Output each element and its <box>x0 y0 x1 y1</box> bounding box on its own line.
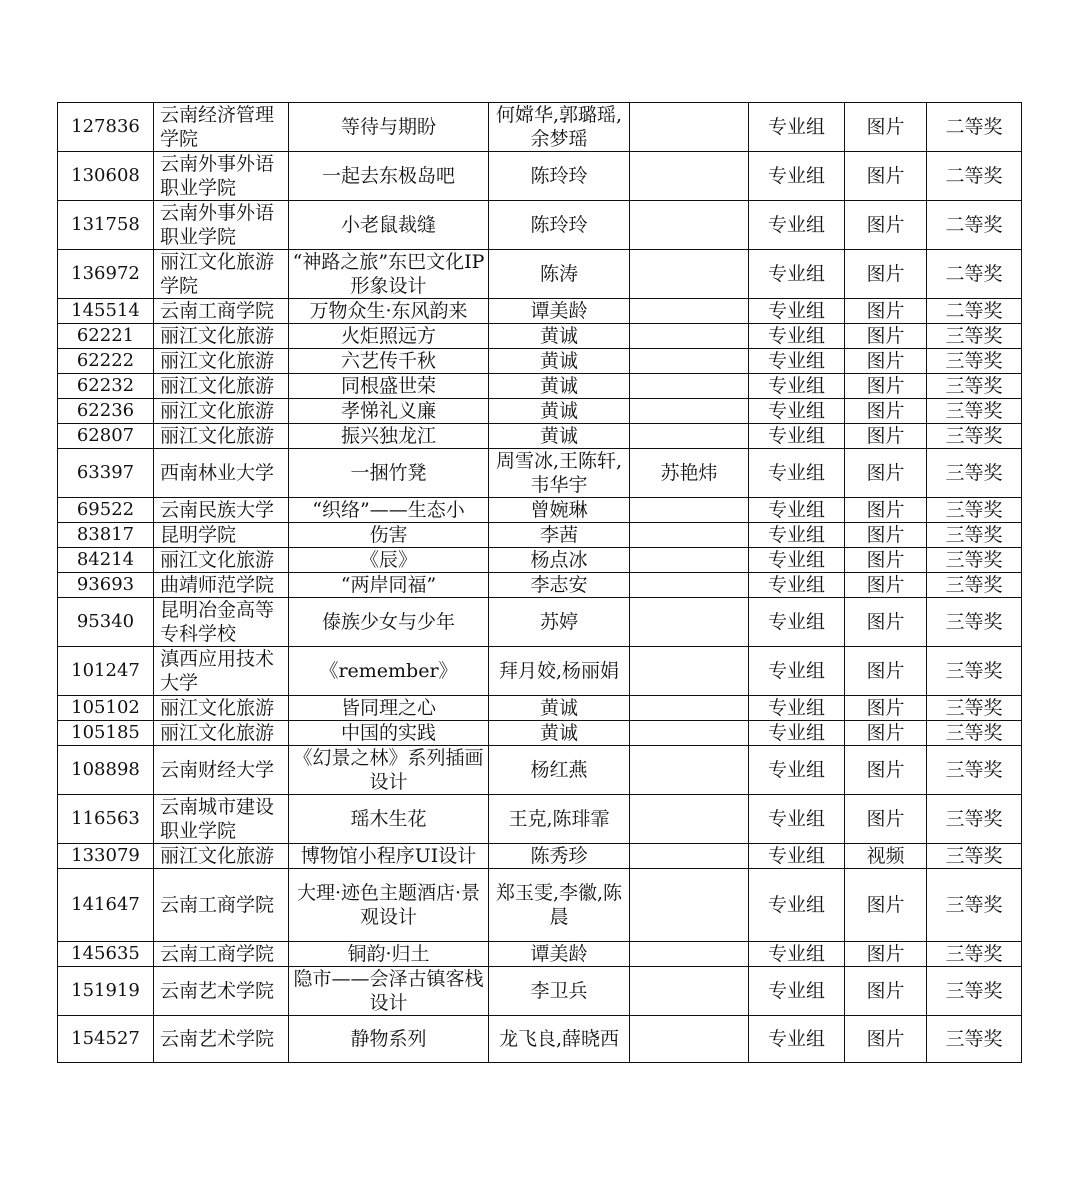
mentor-cell <box>630 647 749 696</box>
mentor-cell <box>630 201 749 250</box>
school-cell: 滇西应用技术大学 <box>154 647 289 696</box>
authors-cell: 黄诚 <box>489 721 630 746</box>
table-row <box>58 967 1022 1016</box>
group-cell: 专业组 <box>749 349 845 374</box>
entry-id-cell: 63397 <box>58 449 154 498</box>
media-type-cell: 图片 <box>845 696 927 721</box>
mentor-cell <box>630 103 749 152</box>
authors-cell: 杨红燕 <box>489 746 630 795</box>
authors-cell: 黄诚 <box>489 696 630 721</box>
work-title-cell: 万物众生·东风韵来 <box>289 299 489 324</box>
award-cell: 二等奖 <box>927 152 1022 201</box>
award-cell: 二等奖 <box>927 299 1022 324</box>
work-title-cell: 静物系列 <box>289 1016 489 1063</box>
award-cell: 三等奖 <box>927 573 1022 598</box>
media-type-cell: 图片 <box>845 498 927 523</box>
school-cell: 丽江文化旅游 <box>154 374 289 399</box>
award-cell: 三等奖 <box>927 795 1022 844</box>
authors-cell: 周雪冰,王陈轩,韦华宇 <box>489 449 630 498</box>
entry-id-cell: 93693 <box>58 573 154 598</box>
work-title-cell: 一起去东极岛吧 <box>289 152 489 201</box>
work-title-cell: 振兴独龙江 <box>289 424 489 449</box>
media-type-cell: 图片 <box>845 523 927 548</box>
mentor-cell <box>630 573 749 598</box>
group-cell: 专业组 <box>749 967 845 1016</box>
school-cell: 丽江文化旅游 <box>154 399 289 424</box>
award-cell: 三等奖 <box>927 548 1022 573</box>
entry-id-cell: 116563 <box>58 795 154 844</box>
work-title-cell: 同根盛世荣 <box>289 374 489 399</box>
mentor-cell <box>630 746 749 795</box>
entry-id-cell: 62807 <box>58 424 154 449</box>
mentor-cell <box>630 424 749 449</box>
media-type-cell: 视频 <box>845 844 927 869</box>
school-cell: 丽江文化旅游 <box>154 349 289 374</box>
group-cell: 专业组 <box>749 721 845 746</box>
entry-id-cell: 127836 <box>58 103 154 152</box>
mentor-cell <box>630 498 749 523</box>
work-title-cell: 瑶木生花 <box>289 795 489 844</box>
group-cell: 专业组 <box>749 795 845 844</box>
authors-cell: 郑玉雯,李徽,陈晨 <box>489 869 630 942</box>
table-row <box>58 1016 1022 1063</box>
media-type-cell: 图片 <box>845 250 927 299</box>
entry-id-cell: 105185 <box>58 721 154 746</box>
table-row <box>58 869 1022 942</box>
mentor-cell <box>630 548 749 573</box>
work-title-cell: 中国的实践 <box>289 721 489 746</box>
entry-id-cell: 62236 <box>58 399 154 424</box>
mentor-cell <box>630 299 749 324</box>
work-title-cell: 伤害 <box>289 523 489 548</box>
entry-id-cell: 101247 <box>58 647 154 696</box>
table-row <box>58 844 1022 869</box>
school-cell: 云南工商学院 <box>154 869 289 942</box>
group-cell: 专业组 <box>749 1016 845 1063</box>
table-row <box>58 201 1022 250</box>
entry-id-cell: 62221 <box>58 324 154 349</box>
table-row <box>58 324 1022 349</box>
work-title-cell: 铜韵·归土 <box>289 942 489 967</box>
entry-id-cell: 130608 <box>58 152 154 201</box>
mentor-cell <box>630 795 749 844</box>
award-cell: 三等奖 <box>927 869 1022 942</box>
table-row <box>58 103 1022 152</box>
media-type-cell: 图片 <box>845 598 927 647</box>
media-type-cell: 图片 <box>845 399 927 424</box>
authors-cell: 苏婷 <box>489 598 630 647</box>
entry-id-cell: 62222 <box>58 349 154 374</box>
media-type-cell: 图片 <box>845 548 927 573</box>
award-cell: 三等奖 <box>927 498 1022 523</box>
media-type-cell: 图片 <box>845 869 927 942</box>
entry-id-cell: 136972 <box>58 250 154 299</box>
group-cell: 专业组 <box>749 250 845 299</box>
authors-cell: 谭美龄 <box>489 942 630 967</box>
work-title-cell: “神路之旅”东巴文化IP形象设计 <box>289 250 489 299</box>
school-cell: 云南民族大学 <box>154 498 289 523</box>
mentor-cell <box>630 324 749 349</box>
media-type-cell: 图片 <box>845 103 927 152</box>
table-row <box>58 250 1022 299</box>
mentor-cell <box>630 967 749 1016</box>
authors-cell: 拜月姣,杨丽娟 <box>489 647 630 696</box>
table-row <box>58 696 1022 721</box>
mentor-cell <box>630 844 749 869</box>
table-row <box>58 523 1022 548</box>
table-body <box>58 103 1022 1063</box>
entry-id-cell: 84214 <box>58 548 154 573</box>
group-cell: 专业组 <box>749 201 845 250</box>
entry-id-cell: 131758 <box>58 201 154 250</box>
authors-cell: 何嫦华,郭璐瑶,余梦瑶 <box>489 103 630 152</box>
table-row <box>58 399 1022 424</box>
group-cell: 专业组 <box>749 449 845 498</box>
group-cell: 专业组 <box>749 844 845 869</box>
authors-cell: 曾婉琳 <box>489 498 630 523</box>
mentor-cell <box>630 869 749 942</box>
authors-cell: 黄诚 <box>489 374 630 399</box>
table-row <box>58 942 1022 967</box>
award-cell: 三等奖 <box>927 696 1022 721</box>
school-cell: 丽江文化旅游 <box>154 424 289 449</box>
group-cell: 专业组 <box>749 942 845 967</box>
award-cell: 三等奖 <box>927 942 1022 967</box>
authors-cell: 王克,陈琲霏 <box>489 795 630 844</box>
entry-id-cell: 145635 <box>58 942 154 967</box>
work-title-cell: 孝悌礼义廉 <box>289 399 489 424</box>
entry-id-cell: 105102 <box>58 696 154 721</box>
entry-id-cell: 151919 <box>58 967 154 1016</box>
mentor-cell <box>630 598 749 647</box>
award-cell: 二等奖 <box>927 103 1022 152</box>
table-row <box>58 721 1022 746</box>
table-row <box>58 424 1022 449</box>
table-row <box>58 795 1022 844</box>
work-title-cell: 《辰》 <box>289 548 489 573</box>
media-type-cell: 图片 <box>845 573 927 598</box>
group-cell: 专业组 <box>749 299 845 324</box>
work-title-cell: 小老鼠裁缝 <box>289 201 489 250</box>
award-cell: 三等奖 <box>927 523 1022 548</box>
table-row <box>58 299 1022 324</box>
table-row <box>58 449 1022 498</box>
work-title-cell: 隐市——会泽古镇客栈设计 <box>289 967 489 1016</box>
table-row <box>58 548 1022 573</box>
work-title-cell: 火炬照远方 <box>289 324 489 349</box>
entry-id-cell: 62232 <box>58 374 154 399</box>
school-cell: 丽江文化旅游 <box>154 324 289 349</box>
mentor-cell <box>630 399 749 424</box>
media-type-cell: 图片 <box>845 721 927 746</box>
work-title-cell: 大理·迹色主题酒店·景观设计 <box>289 869 489 942</box>
authors-cell: 龙飞良,薛晓西 <box>489 1016 630 1063</box>
work-title-cell: 博物馆小程序UI设计 <box>289 844 489 869</box>
group-cell: 专业组 <box>749 573 845 598</box>
school-cell: 云南工商学院 <box>154 942 289 967</box>
table-row <box>58 152 1022 201</box>
authors-cell: 黄诚 <box>489 324 630 349</box>
school-cell: 昆明冶金高等专科学校 <box>154 598 289 647</box>
entry-id-cell: 95340 <box>58 598 154 647</box>
authors-cell: 黄诚 <box>489 399 630 424</box>
award-cell: 三等奖 <box>927 424 1022 449</box>
group-cell: 专业组 <box>749 152 845 201</box>
award-cell: 三等奖 <box>927 721 1022 746</box>
media-type-cell: 图片 <box>845 647 927 696</box>
media-type-cell: 图片 <box>845 299 927 324</box>
award-cell: 二等奖 <box>927 250 1022 299</box>
work-title-cell: 《幻景之林》系列插画设计 <box>289 746 489 795</box>
award-cell: 三等奖 <box>927 449 1022 498</box>
media-type-cell: 图片 <box>845 201 927 250</box>
work-title-cell: “两岸同福” <box>289 573 489 598</box>
authors-cell: 李茜 <box>489 523 630 548</box>
school-cell: 云南外事外语职业学院 <box>154 201 289 250</box>
mentor-cell <box>630 152 749 201</box>
work-title-cell: 等待与期盼 <box>289 103 489 152</box>
authors-cell: 谭美龄 <box>489 299 630 324</box>
award-cell: 三等奖 <box>927 374 1022 399</box>
authors-cell: 李志安 <box>489 573 630 598</box>
entry-id-cell: 154527 <box>58 1016 154 1063</box>
media-type-cell: 图片 <box>845 152 927 201</box>
school-cell: 丽江文化旅游学院 <box>154 250 289 299</box>
school-cell: 云南经济管理学院 <box>154 103 289 152</box>
school-cell: 云南艺术学院 <box>154 1016 289 1063</box>
group-cell: 专业组 <box>749 746 845 795</box>
mentor-cell <box>630 942 749 967</box>
group-cell: 专业组 <box>749 424 845 449</box>
award-cell: 三等奖 <box>927 746 1022 795</box>
entry-id-cell: 69522 <box>58 498 154 523</box>
authors-cell: 陈玲玲 <box>489 152 630 201</box>
media-type-cell: 图片 <box>845 374 927 399</box>
award-cell: 三等奖 <box>927 967 1022 1016</box>
group-cell: 专业组 <box>749 647 845 696</box>
school-cell: 云南财经大学 <box>154 746 289 795</box>
media-type-cell: 图片 <box>845 1016 927 1063</box>
school-cell: 丽江文化旅游 <box>154 844 289 869</box>
school-cell: 丽江文化旅游 <box>154 721 289 746</box>
award-cell: 三等奖 <box>927 598 1022 647</box>
authors-cell: 陈涛 <box>489 250 630 299</box>
authors-cell: 杨点冰 <box>489 548 630 573</box>
group-cell: 专业组 <box>749 399 845 424</box>
work-title-cell: 傣族少女与少年 <box>289 598 489 647</box>
authors-cell: 李卫兵 <box>489 967 630 1016</box>
authors-cell: 陈秀珍 <box>489 844 630 869</box>
group-cell: 专业组 <box>749 598 845 647</box>
authors-cell: 黄诚 <box>489 349 630 374</box>
mentor-cell <box>630 721 749 746</box>
mentor-cell <box>630 250 749 299</box>
group-cell: 专业组 <box>749 324 845 349</box>
entry-id-cell: 141647 <box>58 869 154 942</box>
media-type-cell: 图片 <box>845 424 927 449</box>
group-cell: 专业组 <box>749 103 845 152</box>
award-table <box>57 102 1022 1063</box>
group-cell: 专业组 <box>749 498 845 523</box>
school-cell: 云南工商学院 <box>154 299 289 324</box>
table-row <box>58 647 1022 696</box>
school-cell: 丽江文化旅游 <box>154 548 289 573</box>
table-row <box>58 498 1022 523</box>
mentor-cell: 苏艳炜 <box>630 449 749 498</box>
group-cell: 专业组 <box>749 548 845 573</box>
mentor-cell <box>630 696 749 721</box>
school-cell: 曲靖师范学院 <box>154 573 289 598</box>
media-type-cell: 图片 <box>845 967 927 1016</box>
mentor-cell <box>630 523 749 548</box>
group-cell: 专业组 <box>749 374 845 399</box>
media-type-cell: 图片 <box>845 942 927 967</box>
media-type-cell: 图片 <box>845 449 927 498</box>
authors-cell: 黄诚 <box>489 424 630 449</box>
mentor-cell <box>630 349 749 374</box>
work-title-cell: 《remember》 <box>289 647 489 696</box>
award-cell: 三等奖 <box>927 324 1022 349</box>
award-cell: 二等奖 <box>927 201 1022 250</box>
award-cell: 三等奖 <box>927 399 1022 424</box>
media-type-cell: 图片 <box>845 795 927 844</box>
entry-id-cell: 108898 <box>58 746 154 795</box>
media-type-cell: 图片 <box>845 746 927 795</box>
mentor-cell <box>630 1016 749 1063</box>
school-cell: 云南城市建设职业学院 <box>154 795 289 844</box>
award-cell: 三等奖 <box>927 844 1022 869</box>
work-title-cell: 一捆竹凳 <box>289 449 489 498</box>
school-cell: 云南外事外语职业学院 <box>154 152 289 201</box>
authors-cell: 陈玲玲 <box>489 201 630 250</box>
mentor-cell <box>630 374 749 399</box>
group-cell: 专业组 <box>749 523 845 548</box>
award-cell: 三等奖 <box>927 349 1022 374</box>
work-title-cell: 六艺传千秋 <box>289 349 489 374</box>
award-cell: 三等奖 <box>927 1016 1022 1063</box>
table-row <box>58 573 1022 598</box>
school-cell: 西南林业大学 <box>154 449 289 498</box>
entry-id-cell: 83817 <box>58 523 154 548</box>
media-type-cell: 图片 <box>845 349 927 374</box>
table-row <box>58 349 1022 374</box>
media-type-cell: 图片 <box>845 324 927 349</box>
school-cell: 丽江文化旅游 <box>154 696 289 721</box>
work-title-cell: 皆同理之心 <box>289 696 489 721</box>
school-cell: 云南艺术学院 <box>154 967 289 1016</box>
work-title-cell: “织络”——生态小 <box>289 498 489 523</box>
table-row <box>58 374 1022 399</box>
group-cell: 专业组 <box>749 869 845 942</box>
table-row <box>58 746 1022 795</box>
entry-id-cell: 145514 <box>58 299 154 324</box>
entry-id-cell: 133079 <box>58 844 154 869</box>
table-row <box>58 598 1022 647</box>
award-cell: 三等奖 <box>927 647 1022 696</box>
school-cell: 昆明学院 <box>154 523 289 548</box>
group-cell: 专业组 <box>749 696 845 721</box>
